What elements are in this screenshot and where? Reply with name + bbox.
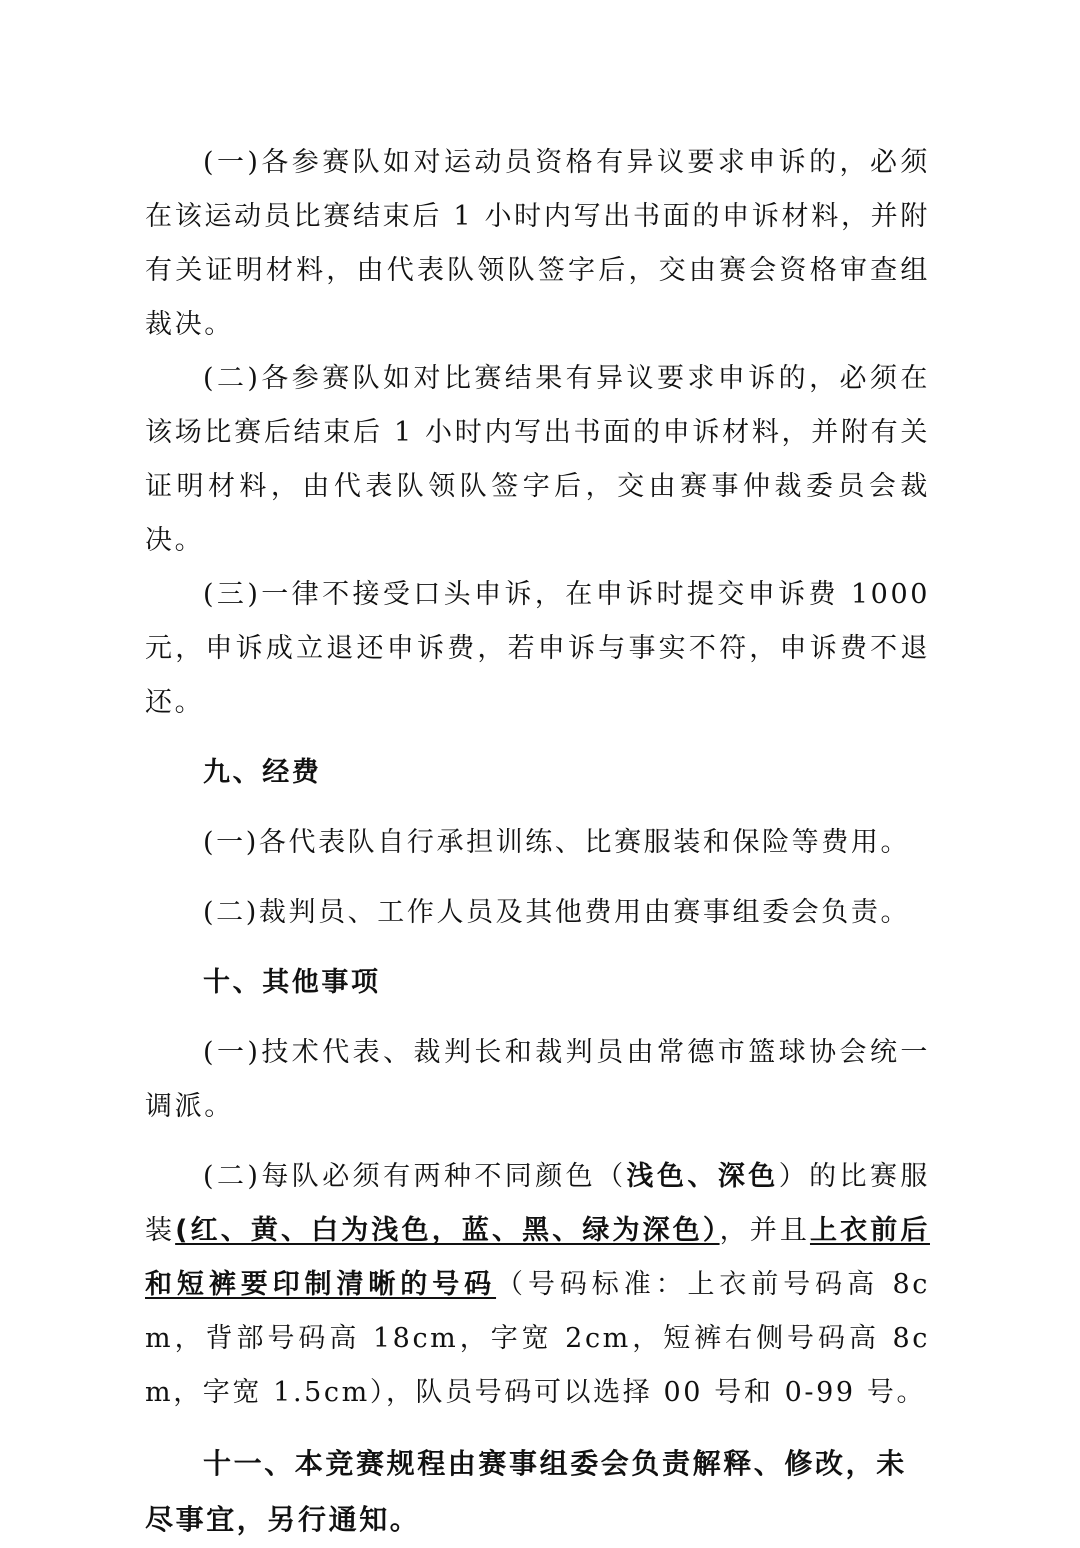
section-nine-heading (145, 746, 930, 800)
text-run: (二)裁判员、工作人员及其他费用由赛事组委会负责。 (203, 897, 911, 928)
section-eleven-heading (145, 1436, 930, 1548)
technical-officials-paragraph (145, 1026, 930, 1134)
text-run: (二)每队必须有两种不同颜色（ (203, 1161, 627, 1192)
text-run: (一)各参赛队如对运动员资格有异议要求申诉的，必须在该运动员比赛结束后 1 小时内写出书面的申诉材料，并附有关证明材料，由代表队领队签字后，交由赛会资格审查组裁决。 (145, 147, 930, 340)
text-run: （号码标准：上衣前号码高 8cm，背部号码高 18cm，字宽 2cm，短裤右侧号码高 8cm，字宽 1.5cm），队员号码可以选择 00 号和 0-99 号。 (145, 1269, 930, 1408)
text-run: ，并且 (719, 1215, 810, 1246)
expense-officials-paragraph (145, 886, 930, 940)
text-run: 九、经费 (203, 757, 322, 788)
emphasized-underlined-text: (红、黄、白为浅色，蓝、黑、绿为深色） (175, 1215, 720, 1246)
expense-teams-paragraph (145, 816, 930, 870)
section-ten-heading (145, 956, 930, 1010)
text-run: ）的比赛服装 (145, 1161, 931, 1246)
text-run: (一)各代表队自行承担训练、比赛服装和保险等费用。 (203, 827, 911, 858)
text-run: 十一、本竞赛规程由赛事组委会负责解释、修改，未尽事宜，另行通知。 (145, 1447, 907, 1536)
document-body (145, 136, 930, 1548)
appeal-eligibility-paragraph (145, 136, 930, 352)
appeal-result-paragraph (145, 352, 930, 568)
emphasized-underlined-text: 上衣前后和短裤要印制清晰的号码 (145, 1215, 930, 1300)
text-run: (三)一律不接受口头申诉，在申诉时提交申诉费 1000 元，申诉成立退还申诉费，若申诉与事实不符，申诉费不退还。 (145, 579, 930, 718)
text-run: 十、其他事项 (203, 967, 381, 998)
text-run: (二)各参赛队如对比赛结果有异议要求申诉的，必须在该场比赛后结束后 1 小时内写出书面的申诉材料，并附有关证明材料，由代表队领队签字后，交由赛事仲裁委员会裁决。 (145, 363, 930, 556)
appeal-fee-paragraph (145, 568, 930, 730)
text-run: (一)技术代表、裁判长和裁判员由常德市篮球协会统一调派。 (145, 1037, 930, 1122)
uniform-requirements-paragraph (145, 1150, 930, 1420)
emphasized-text: 浅色、深色 (626, 1161, 779, 1192)
